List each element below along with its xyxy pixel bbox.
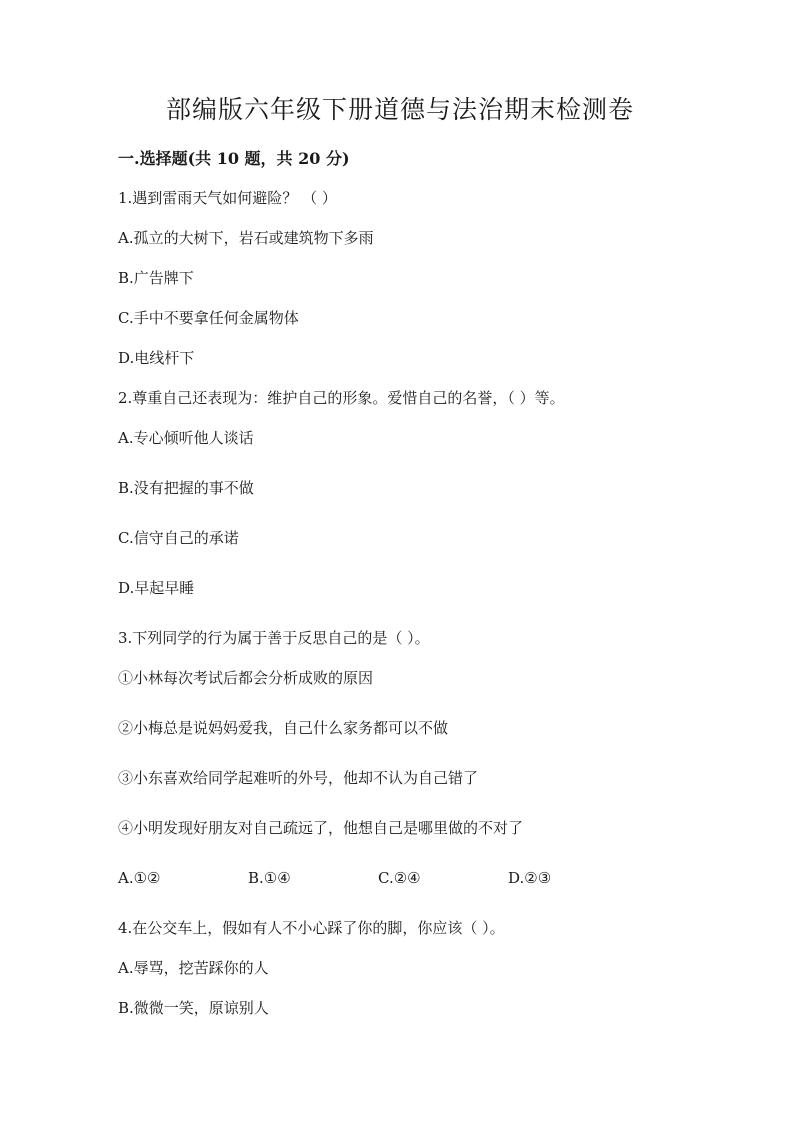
question-1-option-c: C.手中不要拿任何金属物体 [118, 309, 299, 327]
question-1-option-d: D.电线杆下 [118, 349, 195, 367]
question-3-option-d: D.②③ [508, 869, 552, 887]
section-heading: 一.选择题(共 10 题，共 20 分) [118, 149, 350, 168]
question-3-option-a: A.①② [118, 869, 161, 887]
question-3-statement-3: ③小东喜欢给同学起难听的外号，他却不认为自己错了 [118, 769, 479, 787]
question-2-stem: 2.尊重自己还表现为：维护自己的形象。爱惜自己的名誉，（ ）等。 [118, 389, 565, 407]
question-3-option-c: C.②④ [378, 869, 421, 887]
question-2-option-c: C.信守自己的承诺 [118, 529, 239, 547]
question-3-statement-2: ②小梅总是说妈妈爱我，自己什么家务都可以不做 [118, 719, 449, 737]
question-4-option-a: A.辱骂，挖苦踩你的人 [118, 959, 269, 977]
question-3-options [118, 867, 678, 889]
question-2-option-a: A.专心倾听他人谈话 [118, 429, 254, 447]
question-3-statement-1: ①小林每次考试后都会分析成败的原因 [118, 669, 374, 687]
question-1-option-a: A.孤立的大树下，岩石或建筑物下多雨 [118, 229, 374, 247]
question-4-stem: 4.在公交车上，假如有人不小心踩了你的脚，你应该（ ）。 [118, 919, 505, 937]
page-title: 部编版六年级下册道德与法治期末检测卷 [165, 95, 634, 124]
question-1-stem: 1.遇到雷雨天气如何避险？ （ ） [118, 189, 337, 207]
question-2-option-b: B.没有把握的事不做 [118, 479, 254, 497]
question-1-option-b: B.广告牌下 [118, 269, 194, 287]
question-3-statement-4: ④小明发现好朋友对自己疏远了，他想自己是哪里做的不对了 [118, 819, 524, 837]
question-4-option-b: B.微微一笑，原谅别人 [118, 999, 269, 1017]
question-3-option-b: B.①④ [248, 869, 291, 887]
question-3-stem: 3.下列同学的行为属于善于反思自己的是（ ）。 [118, 629, 430, 647]
question-2-option-d: D.早起早睡 [118, 579, 195, 597]
